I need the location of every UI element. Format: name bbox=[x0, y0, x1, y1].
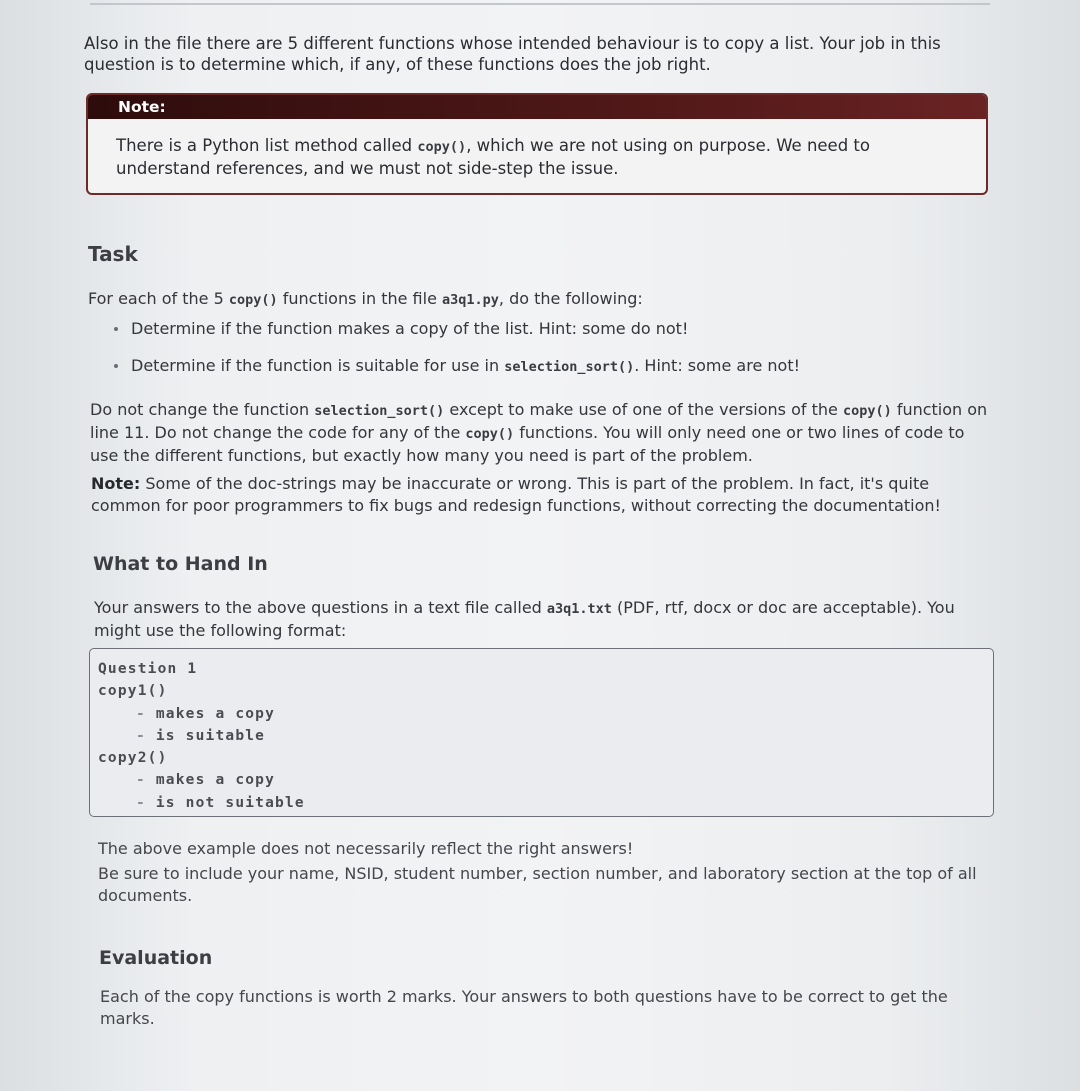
code-text: copy1() bbox=[98, 683, 168, 700]
task-bullet-list bbox=[114, 318, 994, 392]
task-heading: Task bbox=[88, 242, 138, 266]
code-dash: - bbox=[136, 772, 156, 789]
bullet-text: Determine if the function makes a copy of the list. Hint: some do not! bbox=[131, 319, 689, 338]
code-dash: - bbox=[136, 705, 156, 722]
note-body-text: There is a Python list method called bbox=[116, 136, 418, 155]
hand-in-file: a3q1.txt bbox=[546, 601, 612, 617]
hand-in-text: Your answers to the above questions in a text file called bbox=[94, 598, 547, 617]
code-line bbox=[98, 769, 985, 791]
code-line bbox=[98, 747, 985, 769]
instructions-code: copy() bbox=[465, 426, 515, 442]
bullet-code: selection_sort() bbox=[504, 359, 635, 375]
task-intro-file: a3q1.py bbox=[442, 292, 499, 308]
document-reminder: Be sure to include your name, NSID, student number, section number, and laboratory section at the top of all documents. bbox=[98, 864, 977, 905]
code-dash: - bbox=[136, 727, 156, 744]
note-body bbox=[88, 119, 986, 180]
instructions-text: Do not change the function bbox=[90, 400, 315, 419]
instructions-text: except to make use of one of the versions of the bbox=[444, 400, 843, 419]
bullet-text-end: . Hint: some are not! bbox=[634, 356, 801, 375]
hand-in-text-end: (PDF, rtf, docx or doc are acceptable). You might use the following format: bbox=[94, 598, 955, 640]
evaluation-paragraph: Each of the copy functions is worth 2 marks. Your answers to both questions have to be correct to get the marks. bbox=[100, 987, 948, 1028]
evaluation-heading: Evaluation bbox=[99, 947, 213, 969]
docstring-note-text: Some of the doc-strings may be inaccurate or wrong. This is part of the problem. In fact, it's quite common for poor programmers to fix bugs and redesign functions, without correcting the documentation! bbox=[91, 474, 941, 515]
code-text: makes a copy bbox=[155, 705, 276, 722]
top-divider bbox=[90, 3, 990, 5]
code-line bbox=[98, 792, 985, 814]
code-text: copy2() bbox=[98, 750, 168, 767]
instructions-code: copy() bbox=[842, 403, 892, 419]
instructions-text: functions. You will only need one or two lines of code to use the different functions, but exactly how many you need is part of the problem. bbox=[90, 423, 965, 465]
code-text: is not suitable bbox=[155, 794, 305, 811]
instructions-paragraph bbox=[90, 399, 995, 467]
note-header: Note: bbox=[88, 95, 986, 119]
instructions-text: function on line 11. Do not change the code for any of the bbox=[90, 400, 988, 442]
code-line bbox=[98, 680, 985, 702]
task-intro-code: copy() bbox=[228, 292, 278, 308]
code-line bbox=[98, 658, 985, 680]
task-intro-text: For each of the 5 bbox=[88, 289, 229, 308]
task-bullet-item bbox=[114, 318, 994, 355]
intro-paragraph: Also in the file there are 5 different functions whose intended behaviour is to copy a list. Your job in this question is to determine which, if any, of these functions does the job right. bbox=[84, 34, 941, 74]
docstring-note bbox=[91, 473, 996, 517]
code-text: Question 1 bbox=[98, 661, 198, 677]
task-intro-text-end: , do the following: bbox=[498, 289, 643, 308]
task-intro bbox=[88, 288, 998, 311]
code-line bbox=[98, 725, 985, 747]
note-box bbox=[86, 93, 988, 195]
docstring-note-label: Note: bbox=[91, 474, 141, 493]
code-text: makes a copy bbox=[155, 772, 276, 789]
hand-in-heading: What to Hand In bbox=[93, 553, 268, 575]
note-body-code: copy() bbox=[417, 139, 467, 155]
note-body-text-end: , which we are not using on purpose. We need to understand references, and we must not side-step the issue. bbox=[116, 136, 870, 178]
format-example-box bbox=[89, 648, 994, 817]
code-text: is suitable bbox=[155, 727, 266, 744]
task-bullet-item bbox=[114, 355, 994, 392]
hand-in-paragraph bbox=[94, 597, 999, 642]
example-disclaimer: The above example does not necessarily reflect the right answers! bbox=[98, 839, 634, 858]
instructions-code: selection_sort() bbox=[314, 403, 445, 419]
bullet-text: Determine if the function is suitable for use in bbox=[131, 356, 505, 375]
task-intro-text-mid: functions in the file bbox=[277, 289, 442, 308]
code-line bbox=[98, 703, 985, 725]
code-dash: - bbox=[136, 794, 156, 811]
